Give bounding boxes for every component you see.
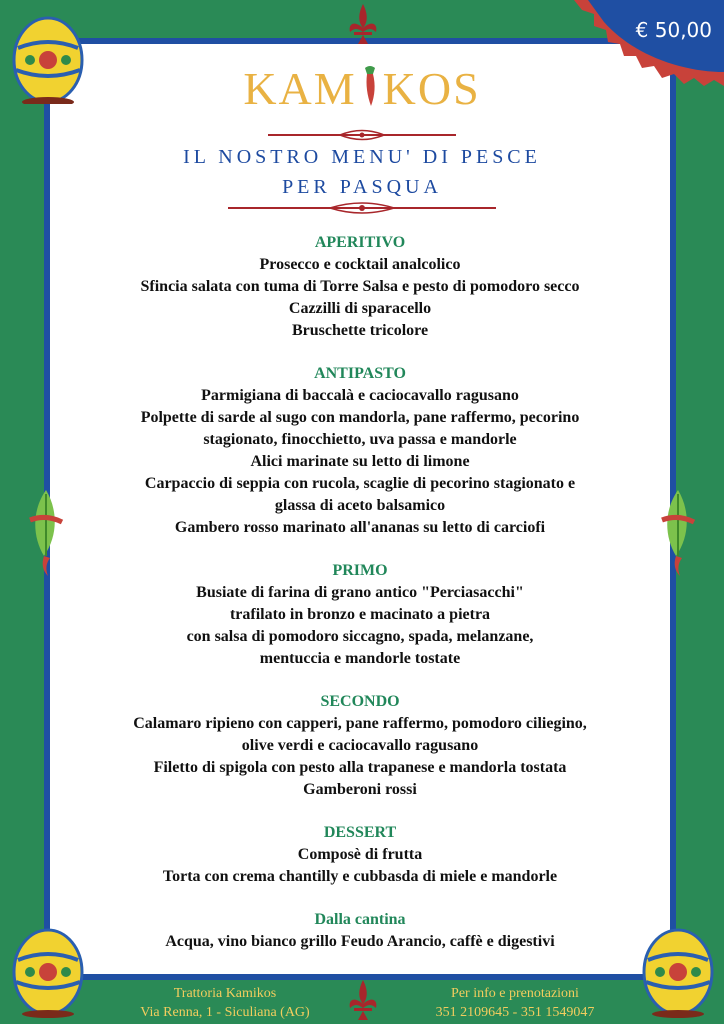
- logo-text-right: KOS: [382, 63, 481, 114]
- menu-item: con salsa di pomodoro siccagno, spada, melanzane,: [186, 628, 534, 645]
- menu-item: Calamaro ripieno con capperi, pane raffermo, pomodoro ciliegino,: [133, 715, 587, 732]
- menu-item: Alici marinate su letto di limone: [250, 453, 470, 470]
- section-title: DESSERT: [323, 824, 397, 841]
- menu-item: Gamberoni rossi: [303, 781, 417, 798]
- menu-item: Parmigiana di baccalà e caciocavallo ragusano: [201, 387, 519, 404]
- menu-title-line1: IL NOSTRO MENU' DI PESCE: [183, 146, 541, 168]
- lily-ornament-top-icon: [346, 2, 380, 46]
- flourish-divider-bottom: [0, 200, 724, 216]
- restaurant-logo: [0, 62, 724, 115]
- footer-restaurant-name: Trattoria Kamikos: [173, 986, 277, 1001]
- menu-section-antipasto: [50, 363, 670, 539]
- menu-item: olive verdi e caciocavallo ragusano: [241, 737, 479, 754]
- menu-item: mentuccia e mandorle tostate: [259, 650, 461, 667]
- menu-section-primo: [50, 560, 670, 670]
- footer-info-label: Per info e prenotazioni: [451, 986, 579, 1001]
- menu-item: Sfincia salata con tuma di Torre Salsa e pesto di pomodoro secco: [140, 278, 580, 295]
- section-title: Dalla cantina: [314, 911, 406, 928]
- footer-contacts: [400, 984, 630, 1022]
- menu-item: Polpette di sarde al sugo con mandorla, pane raffermo, pecorino: [140, 409, 580, 426]
- menu-item: Composè di frutta: [297, 846, 423, 863]
- logo-text-left: KAM: [243, 63, 357, 114]
- footer-phone-numbers: 351 2109645 - 351 1549047: [435, 1005, 595, 1020]
- footer-address-line: Via Renna, 1 - Siculiana (AG): [140, 1005, 310, 1020]
- menu-item: Bruschette tricolore: [291, 322, 429, 339]
- menu-item: Cazzilli di sparacello: [288, 300, 432, 317]
- menu-item: glassa di aceto balsamico: [274, 497, 446, 514]
- menu-item: Filetto di spigola con pesto alla trapanese e mandorla tostata: [153, 759, 567, 776]
- menu-item: Prosecco e cocktail analcolico: [259, 256, 461, 273]
- price-label: € 50,00: [635, 18, 712, 42]
- menu-item: Acqua, vino bianco grillo Feudo Arancio, caffè e digestivi: [165, 933, 555, 950]
- menu-item: stagionato, finocchietto, uva passa e mandorle: [203, 431, 517, 448]
- menu-section-secondo: [50, 691, 670, 801]
- section-title: APERITIVO: [314, 234, 406, 251]
- menu-section-aperitivo: [50, 232, 670, 342]
- flourish-divider-top: [0, 128, 724, 142]
- menu-section-dessert: [50, 822, 670, 888]
- menu-item: Carpaccio di seppia con rucola, scaglie di pecorino stagionato e: [144, 475, 576, 492]
- menu-item: Busiate di farina di grano antico "Perciasacchi": [196, 584, 524, 601]
- menu-item: Torta con crema chantilly e cubbasda di miele e mandorle: [162, 868, 558, 885]
- menu-item: trafilato in bronzo e macinato a pietra: [229, 606, 491, 623]
- menu-title-line2: PER PASQUA: [282, 176, 442, 198]
- menu-section-cantina: [50, 909, 670, 953]
- menu-body: [50, 232, 670, 974]
- lily-ornament-bottom-icon: [346, 978, 380, 1022]
- section-title: PRIMO: [332, 562, 388, 579]
- footer-address: [110, 984, 340, 1022]
- section-title: SECONDO: [320, 693, 400, 710]
- section-title: ANTIPASTO: [314, 365, 406, 382]
- chili-pepper-icon: [357, 64, 383, 108]
- menu-item: Gambero rosso marinato all'ananas su letto di carciofi: [174, 519, 546, 536]
